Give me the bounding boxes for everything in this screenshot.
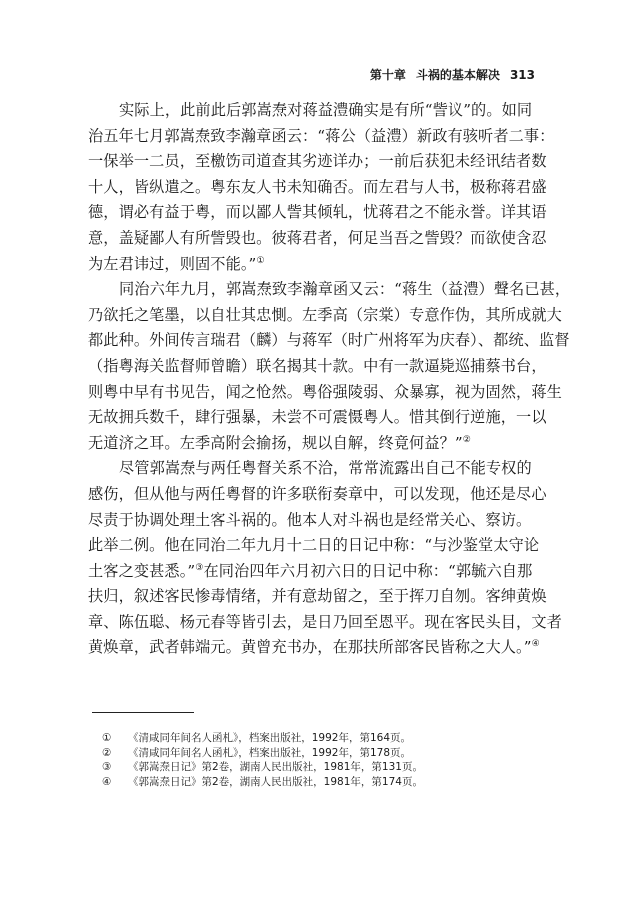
text-line: 意，盖疑鄙人有所訾毁也。彼蒋君者，何足当吾之訾毁？而欲使含忍 bbox=[88, 228, 547, 247]
text-line: 则粤中早有书见告，闻之怆然。粤俗强陵弱、众暴寡，视为固然，蒋生 bbox=[88, 382, 562, 401]
paragraph bbox=[88, 277, 571, 456]
footnote-ref[interactable]: ② bbox=[462, 434, 471, 445]
text-line bbox=[88, 635, 540, 661]
text-line-content: 为左君讳过，则固不能。” bbox=[88, 254, 257, 273]
text-line: 此举二例。他在同治二年九月十二日的日记中称：“与沙鉴堂太守论 bbox=[88, 536, 540, 555]
text-line: 乃欲托之笔墨，以自壮其忠惻。左季高（宗棠）专意作伪，其所成就大 bbox=[88, 305, 562, 324]
running-header bbox=[355, 66, 535, 83]
footnote bbox=[102, 760, 522, 775]
text-line-continuation: 在同治四年六月初六日的日记中称：“郭毓六自那 bbox=[203, 561, 533, 580]
text-line: 治五年七月郭嵩焘致李瀚章函云：“蒋公（益澧）新政有骇听者二事： bbox=[88, 126, 555, 145]
text-line-content: 无道济之耳。左季高附会揄扬，规以自解，终竟何益？” bbox=[88, 433, 463, 452]
text-line: 一保举一二员，至檄饬司道查其劣迹详办；一前后获犯未经讯结者数 bbox=[88, 152, 547, 171]
text-line: （指粤海关监督师曾瞻）联名揭其十款。中有一款逼毙巡捕蔡书台， bbox=[88, 356, 547, 375]
chapter-title: 斗祸的基本解决 bbox=[415, 68, 500, 82]
text-line bbox=[88, 252, 533, 278]
footnote bbox=[102, 746, 522, 761]
text-line: 尽管郭嵩焘与两任粤督关系不洽，常常流露出自己不能专权的 bbox=[119, 459, 532, 478]
text-line: 德，谓必有益于粤，而以鄙人訾其倾轧，忧蒋君之不能永誉。详其语 bbox=[88, 203, 547, 222]
footnote-ref[interactable]: ④ bbox=[531, 639, 540, 650]
footnote-mark: ③ bbox=[102, 761, 112, 774]
footnote-mark: ② bbox=[102, 746, 112, 759]
footnote-divider bbox=[92, 712, 194, 713]
paragraph bbox=[88, 456, 562, 661]
text-line: 十人，皆纵遣之。粤东友人书未知确否。而左君与人书，极称蒋君盛 bbox=[88, 177, 547, 196]
footnote-text: 《郭嵩焘日记》第2卷，湖南人民出版社，1981年，第131页。 bbox=[128, 761, 423, 774]
footnote-mark: ④ bbox=[102, 775, 112, 788]
chapter-label: 第十章 bbox=[369, 68, 406, 82]
text-line: 同治六年九月，郭嵩焘致李瀚章函又云：“蒋生（益澧）聲名已甚， bbox=[119, 280, 571, 299]
text-line: 章、陈伍聪、杨元春等皆引去，是日乃回至恩平。现在客民头目，文者 bbox=[88, 612, 562, 631]
text-line-content: 土客之变甚悉。” bbox=[88, 561, 196, 580]
footnote-ref[interactable]: ③ bbox=[195, 562, 204, 573]
footnote-ref[interactable]: ① bbox=[256, 255, 265, 266]
text-line bbox=[88, 559, 533, 585]
footnote-text: 《郭嵩焘日记》第2卷，湖南人民出版社，1981年，第174页。 bbox=[128, 775, 423, 788]
footnote-mark: ① bbox=[102, 732, 112, 744]
footnote-text: 《清咸同年间名人函札》，档案出版社，1992年，第178页。 bbox=[128, 746, 412, 759]
text-line-content: 黄焕章，武者韩端元。黄曾充书办，在那扶所部客民皆称之大人。” bbox=[88, 638, 532, 657]
footnotes bbox=[102, 731, 522, 789]
text-line: 实际上，此前此后郭嵩焘对蒋益澧确实是有所“訾议”的。如同 bbox=[119, 101, 533, 119]
footnote bbox=[102, 731, 522, 746]
footnote-text: 《清咸同年间名人函札》，档案出版社，1992年，第164页。 bbox=[128, 732, 412, 744]
text-line: 尽责于协调处理土客斗祸的。他本人对斗祸也是经常关心、察访。 bbox=[88, 510, 532, 529]
footnote bbox=[102, 775, 522, 790]
text-line: 扶归，叙述客民惨毒情绪，并有意劫留之，至于挥刀自刎。客绅黄焕 bbox=[88, 587, 547, 606]
text-line: 感伤，但从他与两任粤督的许多联衔奏章中，可以发现，他还是尽心 bbox=[88, 484, 547, 503]
paragraph bbox=[88, 98, 555, 277]
body-text bbox=[88, 98, 571, 661]
page-number: 313 bbox=[509, 68, 535, 82]
text-line bbox=[88, 431, 533, 457]
text-line: 无故拥兵数千，肆行强暴，未尝不可震慑粤人。惜其倒行逆施，一以 bbox=[88, 408, 547, 427]
text-line: 都此种。外间传言瑞君（麟）与蒋军（时广州将军为庆春）、都统、监督 bbox=[88, 331, 570, 350]
